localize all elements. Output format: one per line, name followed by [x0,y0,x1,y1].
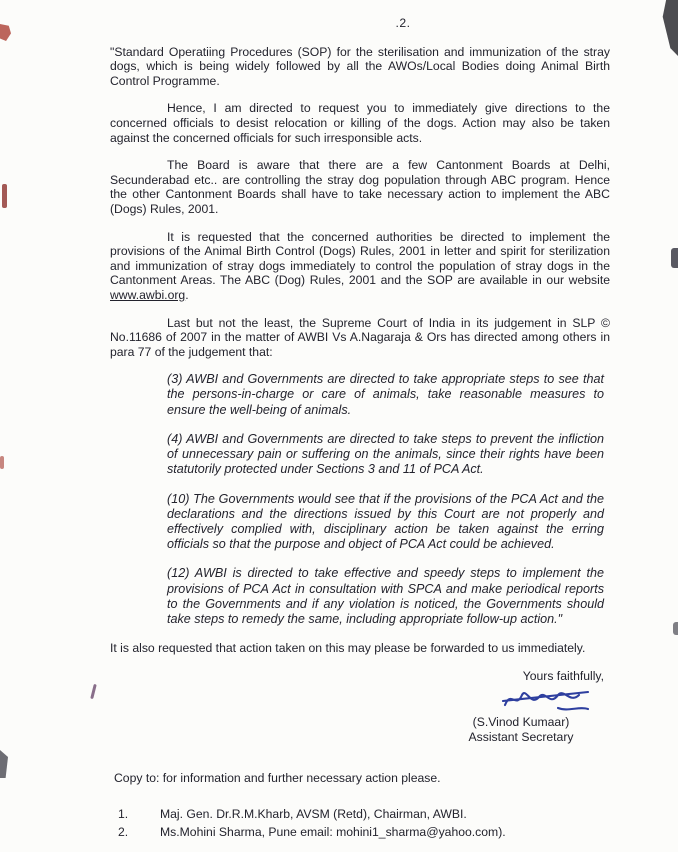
signature-wrap [432,685,610,715]
paragraph-supreme-court: Last but not the least, the Supreme Court of India in its judgement in SLP © No.11686 of 2007 in the matter of AWBI Vs A.Nagaraja & Ors has directed among others in para 77 of the judgement that: [110,315,610,359]
judgement-quote-3: (3) AWBI and Governments are directed to take appropriate steps to see that the persons-in-charge or care of animals, take reasonable measures to ensure the well-being of animals. [167,372,604,417]
signatory-name: (S.Vinod Kumaar) [472,715,570,730]
copy-to-section [110,745,610,840]
scan-artifact [0,456,4,469]
page-number: .2. [395,16,411,30]
action-request-line: It is also requested that action taken on this may please be forwarded to us immediately. [110,641,586,656]
scan-artifact [673,622,678,635]
judgement-quote-10: (10) The Governments would see that if the provisions of the PCA Act and the declarations and the directions issued by this Court are not properly and effectively complied with, disciplinary action be taken against the erring officials so that the purpose and object of PCA Act could be achieved. [167,491,604,552]
awbi-website-link: www.awbi.org [110,287,186,302]
judgement-quote-4: (4) AWBI and Governments are directed to take steps to prevent the infliction of unnecessary pain or suffering on the animals, since their rights have been statutorily protected under Sections 3 and 11 of PCA Act. [167,431,604,477]
scan-artifact [671,248,678,268]
scan-artifact [2,184,7,208]
copy-to-heading: Copy to: for information and further necessary action please. [114,770,441,785]
copy-to-item [118,807,610,822]
valediction: Yours faithfully, [522,668,604,683]
scan-artifact [0,750,8,778]
paragraph-requested-period: . [185,287,189,302]
closing-block [432,669,610,745]
paragraph-requested [110,230,610,303]
copy-to-item-text: Maj. Gen. Dr.R.M.Kharb, AVSM (Retd), Chairman, AWBI. [160,807,467,822]
signatory-title: Assistant Secretary [468,729,574,744]
copy-to-item [118,825,610,840]
paragraph-requested-text: It is requested that the concerned authorities be directed to implement the provisions of the Animal Birth Control (Dogs) Rules, 2001 in letter and spirit for sterilization and immunization of stray dogs immediately to control the population of stray dogs in the Cantonment Areas. The ABC (Dog) Rules, 2001 and the SOP are available in our website [110,229,610,288]
pen-mark [90,684,97,699]
signature-scribble [500,685,592,715]
copy-to-item-text: Ms.Mohini Sharma, Pune email: mohini1_sharma@yahoo.com). [160,824,506,839]
paragraph-hence: Hence, I am directed to request you to immediately give directions to the concerned officials to desist relocation or killing of the dogs. Action may also be taken against the concerned officials for such irresponsible acts. [110,101,610,145]
judgement-quote-12: (12) AWBI is directed to take effective and speedy steps to implement the provisions of PCA Act in consultation with SPCA and make periodical reports to the Governments and if any violation is noticed, the Governments should take steps to remedy the same, including appropriate follow-up action." [167,566,604,626]
copy-to-item-number: 2. [118,824,129,839]
paragraph-sop: "Standard Operatiing Procedures (SOP) for the sterilisation and immunization of the stray dogs, which is being widely followed by all the AWOs/Local Bodies doing Animal Birth Control Programme. [110,44,610,88]
copy-to-item-number: 1. [118,807,129,822]
letter-body [110,16,610,842]
paragraph-board-aware: The Board is aware that there are a few Cantonment Boards at Delhi, Secunderabad etc.. are controlling the stray dog population through ABC program. Hence the other Cantonment Boards shall have to take necessary action to implement the ABC (Dogs) Rules, 2001. [110,158,610,216]
scan-artifact [0,24,11,41]
scan-artifact [661,0,678,56]
